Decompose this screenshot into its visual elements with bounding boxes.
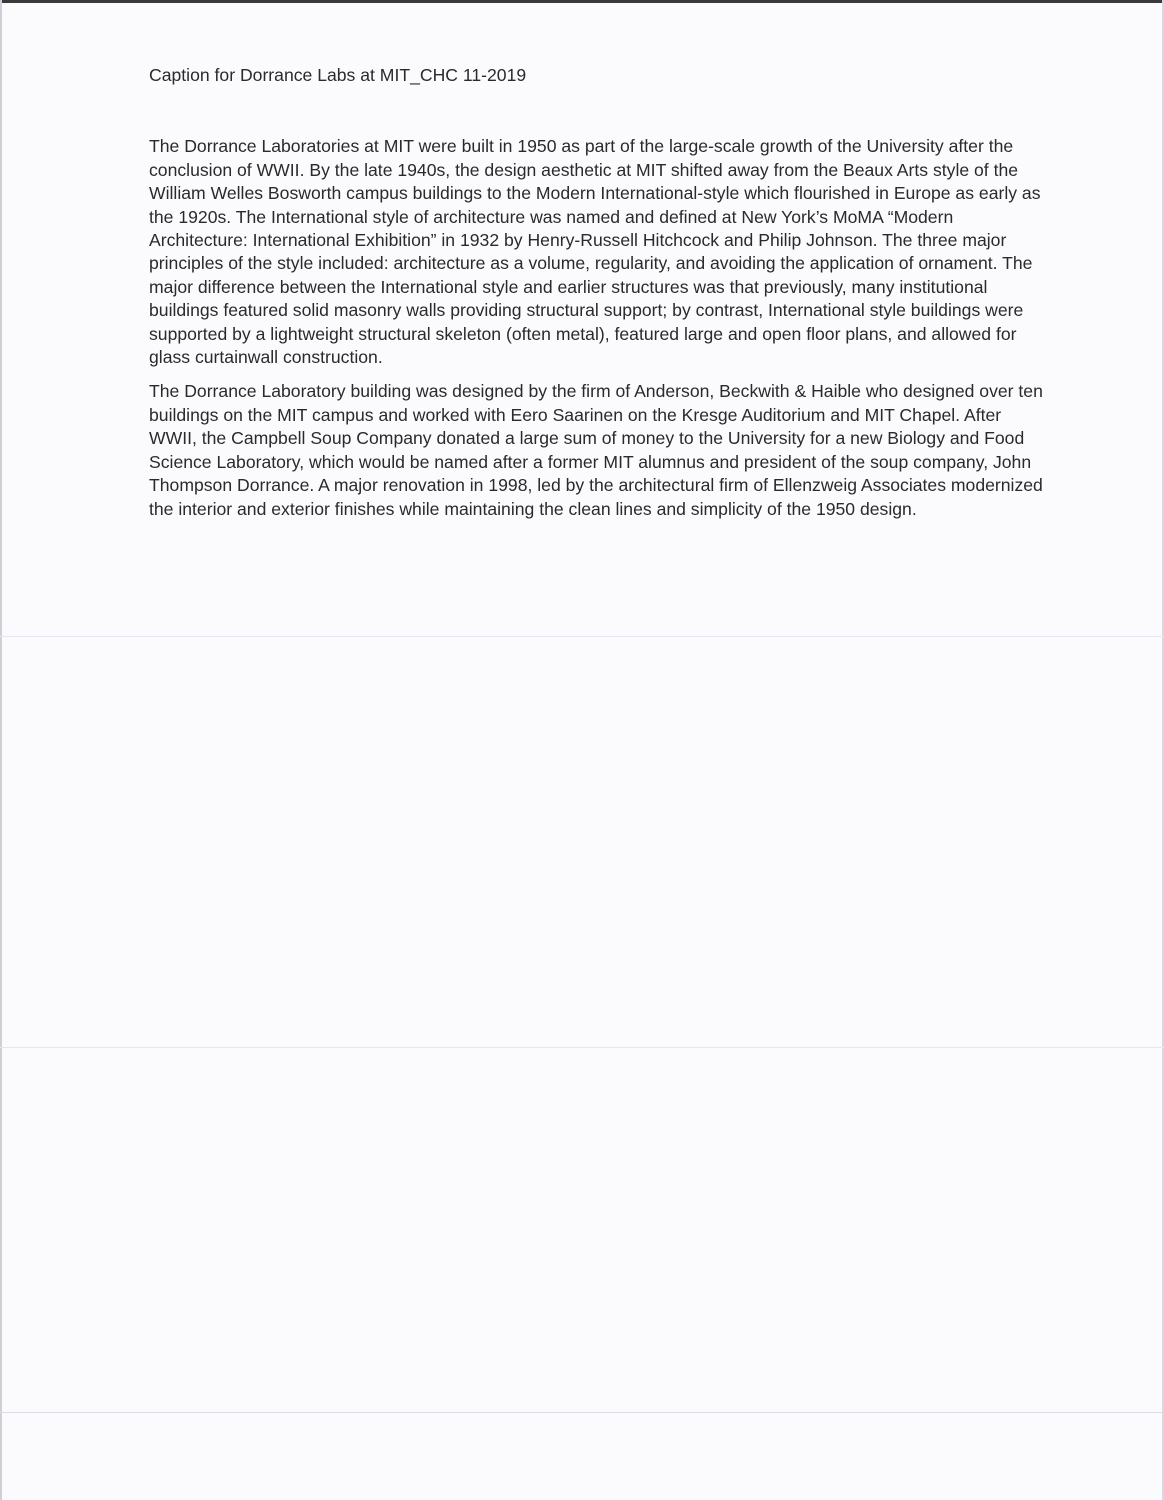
document-title: Caption for Dorrance Labs at MIT_CHC 11-2019 bbox=[149, 65, 527, 85]
scan-edge-left bbox=[0, 0, 2, 1500]
document-page bbox=[149, 64, 1049, 532]
paper-fold-line bbox=[0, 636, 1164, 637]
paper-fold-line bbox=[0, 1412, 1164, 1413]
paper-fold-line bbox=[0, 1047, 1164, 1048]
scan-edge-top bbox=[0, 0, 1164, 3]
paragraph-history: The Dorrance Laboratories at MIT were built in 1950 as part of the large-scale growth of the University after the conclusion of WWII. By the late 1940s, the design aesthetic at MIT shifted away from the Beaux Arts style of the William Welles Bosworth campus buildings to the Modern International-style which flourished in Europe as early as the 1920s. The International style of architecture was named and defined at New York’s MoMA “Modern Architecture: International Exhibition” in 1932 by Henry-Russell Hitchcock and Philip Johnson. The three major principles of the style included: architecture as a volume, regularity, and avoiding the application of ornament. The major difference between the International style and earlier structures was that previously, many institutional buildings featured solid masonry walls providing structural support; by contrast, International style buildings were supported by a lightweight structural skeleton (often metal), featured large and open floor plans, and allowed for glass curtainwall construction. bbox=[149, 136, 1041, 368]
paragraph-design: The Dorrance Laboratory building was designed by the firm of Anderson, Beckwith & Haible who designed over ten buildings on the MIT campus and worked with Eero Saarinen on the Kresge Auditorium and MIT Chapel. After WWII, the Campbell Soup Company donated a large sum of money to the University for a new Biology and Food Science Laboratory, which would be named after a former MIT alumnus and president of the soup company, John Thompson Dorrance. A major renovation in 1998, led by the architectural firm of Ellenzweig Associates modernized the interior and exterior finishes while maintaining the clean lines and simplicity of the 1950 design. bbox=[149, 381, 1043, 519]
